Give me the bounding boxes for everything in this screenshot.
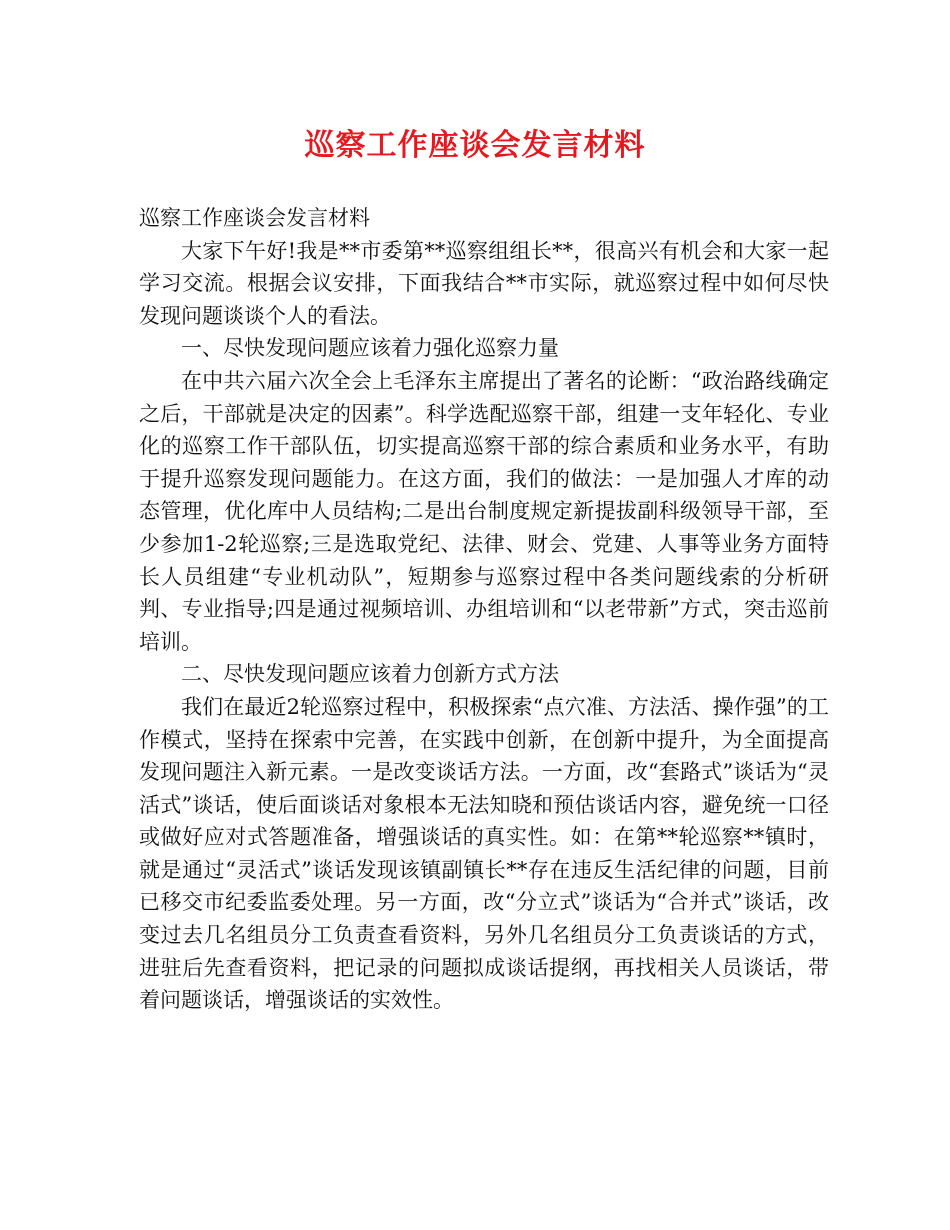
section-heading-2: 二、尽快发现问题应该着力创新方式方法 (181, 662, 559, 687)
document-body (139, 202, 829, 1017)
paragraph-innovate-methods: 我们在最近2轮巡察过程中，积极探索“点穴准、方法活、操作强”的工作模式，坚持在探索中完善，在实践中创新，在创新中提升，为全面提高发现问题注入新元素。一是改变谈话方法。一方面，改“套路式”谈话为“灵活式”谈话，使后面谈话对象根本无法知晓和预估谈话内容，避免统一口径或做好应对式答题准备，增强谈话的真实性。如：在第**轮巡察**镇时，就是通过“灵活式”谈话发现该镇副镇长**存在违反生活纪律的问题，目前已移交市纪委监委处理。另一方面，改“分立式”谈话为“合并式”谈话，改变过去几名组员分工负责查看资料，另外几名组员分工负责谈话的方式，进驻后先查看资料，把记录的问题拟成谈话提纲，再找相关人员谈话，带着问题谈话，增强谈话的实效性。 (139, 694, 829, 1013)
section-heading-1: 一、尽快发现问题应该着力强化巡察力量 (181, 336, 559, 361)
paragraph-strengthen-force: 在中共六届六次全会上毛泽东主席提出了著名的论断：“政治路线确定之后，干部就是决定的因素”。科学选配巡察干部，组建一支年轻化、专业化的巡察工作干部队伍，切实提高巡察干部的综合素质和业务水平，有助于提升巡察发现问题能力。在这方面，我们的做法：一是加强人才库的动态管理，优化库中人员结构;二是出台制度规定新提拔副科级领导干部，至少参加1-2轮巡察;三是选取党纪、法律、财会、党建、人事等业务方面特长人员组建“专业机动队”，短期参与巡察过程中各类问题线索的分析研判、专业指导;四是通过视频培训、办组培训和“以老带新”方式，突击巡前培训。 (139, 368, 829, 654)
document-subtitle: 巡察工作座谈会发言材料 (139, 206, 370, 230)
paragraph-greeting: 大家下午好!我是**市委第**巡察组组长**，很高兴有机会和大家一起学习交流。根据会议安排，下面我结合**市实际，就巡察过程中如何尽快发现问题谈谈个人的看法。 (139, 238, 829, 328)
document-title: 巡察工作座谈会发言材料 (304, 128, 646, 163)
